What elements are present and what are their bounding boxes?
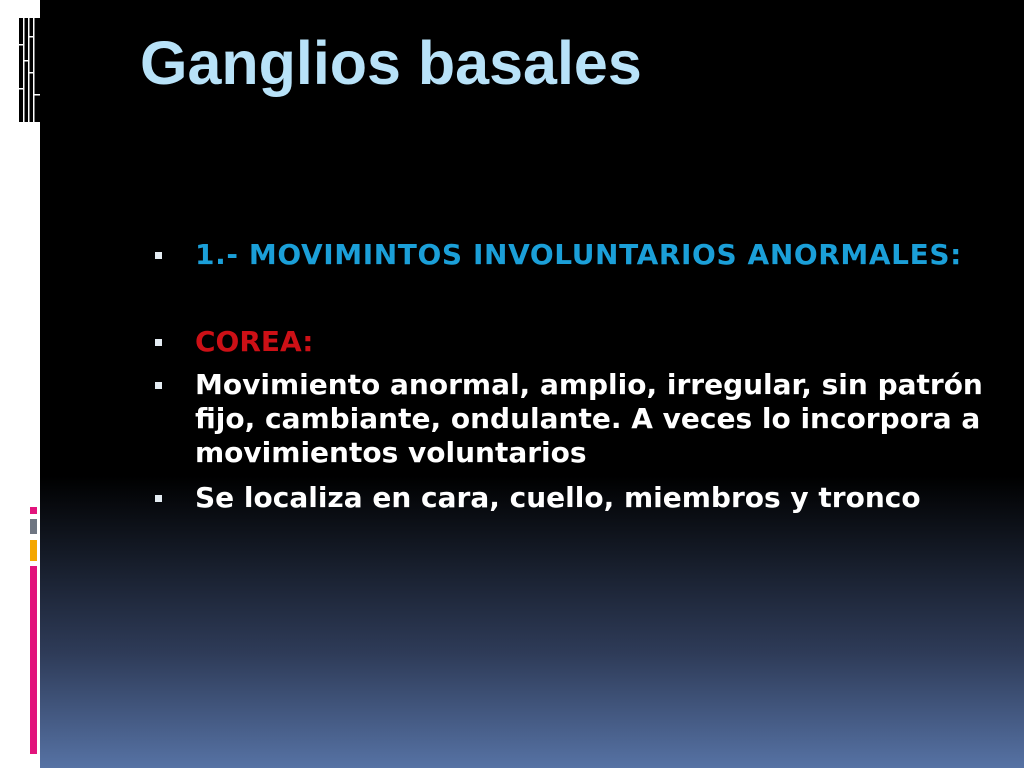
bullet-item-heading xyxy=(155,238,1015,272)
bullet-item-location xyxy=(155,481,1015,515)
bullet-item-corea xyxy=(155,325,1015,359)
accent-bar-orange xyxy=(30,540,37,561)
bullet-item-description xyxy=(155,368,1015,469)
bullet-square-icon xyxy=(155,382,162,389)
bullet-square-icon xyxy=(155,339,162,346)
bullet-text: 1.- MOVIMINTOS INVOLUNTARIOS ANORMALES: xyxy=(195,238,962,271)
bullet-text: Movimiento anormal, amplio, irregular, sin patrón fijo, cambiante, ondulante. A veces lo incorpora a movimientos voluntarios xyxy=(195,368,983,469)
bullet-text: Se localiza en cara, cuello, miembros y tronco xyxy=(195,481,921,514)
bullet-square-icon xyxy=(155,495,162,502)
accent-bar-gray xyxy=(30,519,37,534)
decorative-window-pattern-icon xyxy=(0,0,40,130)
accent-bar-pink-small xyxy=(30,507,37,514)
accent-bar-pink-long xyxy=(30,566,37,754)
slide-title: Ganglios basales xyxy=(140,29,642,97)
bullet-text: COREA: xyxy=(195,325,314,358)
bullet-square-icon xyxy=(155,252,162,259)
